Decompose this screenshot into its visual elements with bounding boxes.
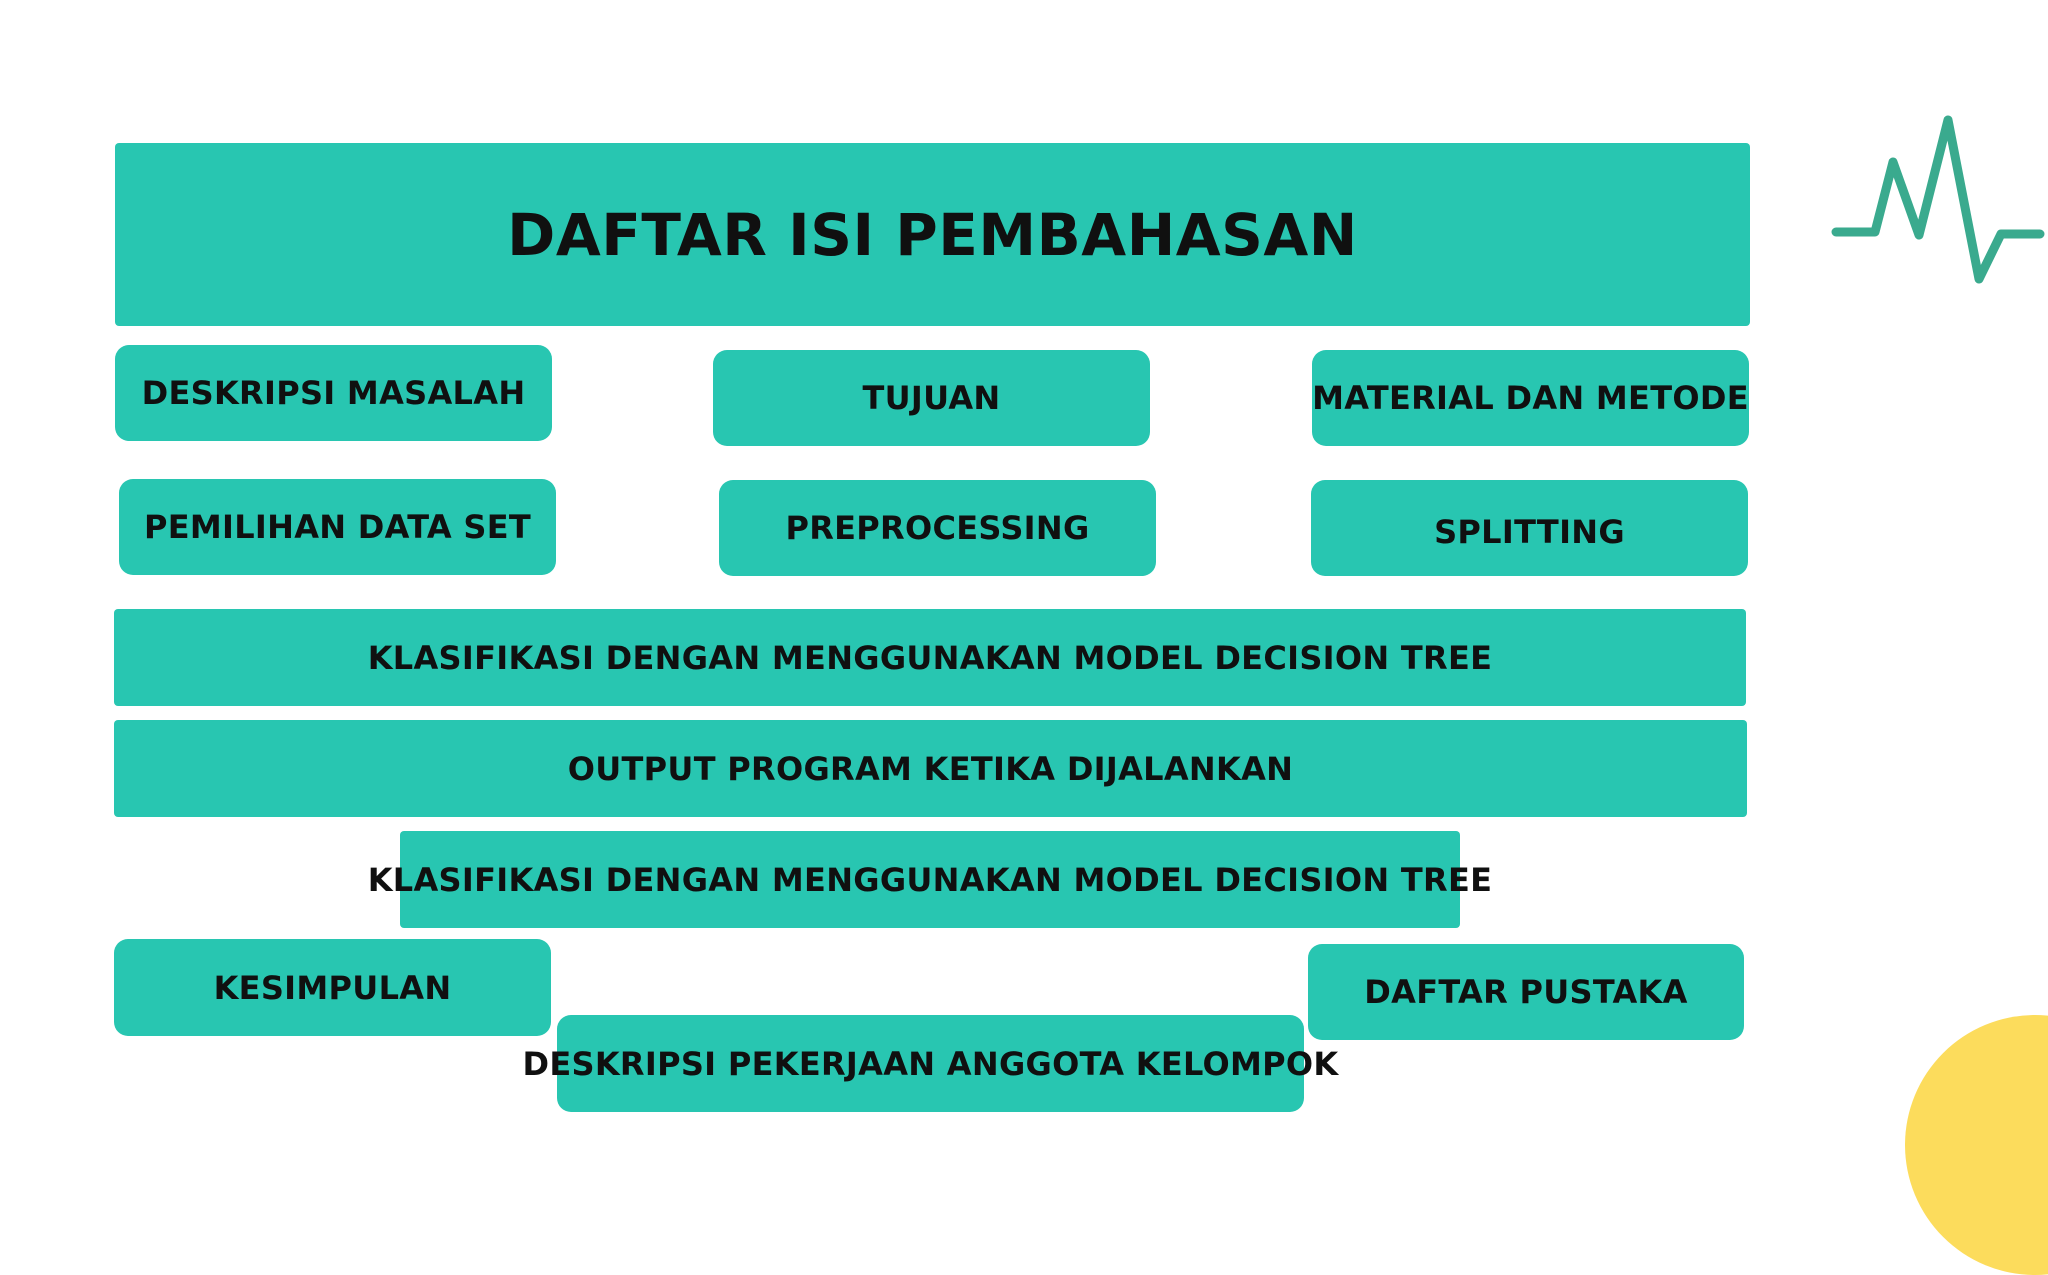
slide-title-text: DAFTAR ISI PEMBAHASAN xyxy=(507,200,1358,269)
heartbeat-pulse-icon xyxy=(1828,110,2048,290)
item-tujuan xyxy=(713,350,1150,446)
item-preprocessing xyxy=(719,480,1156,576)
item-pemilihan-data-set xyxy=(119,479,556,575)
item-klasifikasi-decision-tree xyxy=(114,609,1746,706)
item-label: PEMILIHAN DATA SET xyxy=(143,508,532,546)
item-splitting xyxy=(1311,480,1748,576)
item-output-program xyxy=(114,720,1747,817)
item-label: MATERIAL DAN METODE xyxy=(1312,379,1749,417)
item-label: TUJUAN xyxy=(862,379,1001,417)
item-material-dan-metode xyxy=(1312,350,1749,446)
item-label: DAFTAR PUSTAKA xyxy=(1364,973,1688,1011)
item-label: KLASIFIKASI DENGAN MENGGUNAKAN MODEL DECISION TREE xyxy=(367,860,1493,899)
item-label: DESKRIPSI MASALAH xyxy=(141,374,526,412)
item-label: KESIMPULAN xyxy=(213,968,452,1007)
item-daftar-pustaka xyxy=(1308,944,1744,1040)
slide-title xyxy=(115,143,1750,326)
item-klasifikasi-decision-tree-2 xyxy=(367,831,1493,928)
item-deskripsi-pekerjaan xyxy=(522,1015,1339,1112)
item-label: SPLITTING xyxy=(1434,513,1625,551)
item-kesimpulan xyxy=(114,939,551,1036)
item-label: KLASIFIKASI DENGAN MENGGUNAKAN MODEL DECISION TREE xyxy=(367,638,1493,677)
item-deskripsi-masalah xyxy=(115,345,552,441)
item-label: OUTPUT PROGRAM KETIKA DIJALANKAN xyxy=(567,749,1294,788)
item-label: PREPROCESSING xyxy=(785,509,1090,547)
yellow-circle-decoration xyxy=(1905,1015,2048,1275)
item-label: DESKRIPSI PEKERJAAN ANGGOTA KELOMPOK xyxy=(522,1044,1339,1083)
